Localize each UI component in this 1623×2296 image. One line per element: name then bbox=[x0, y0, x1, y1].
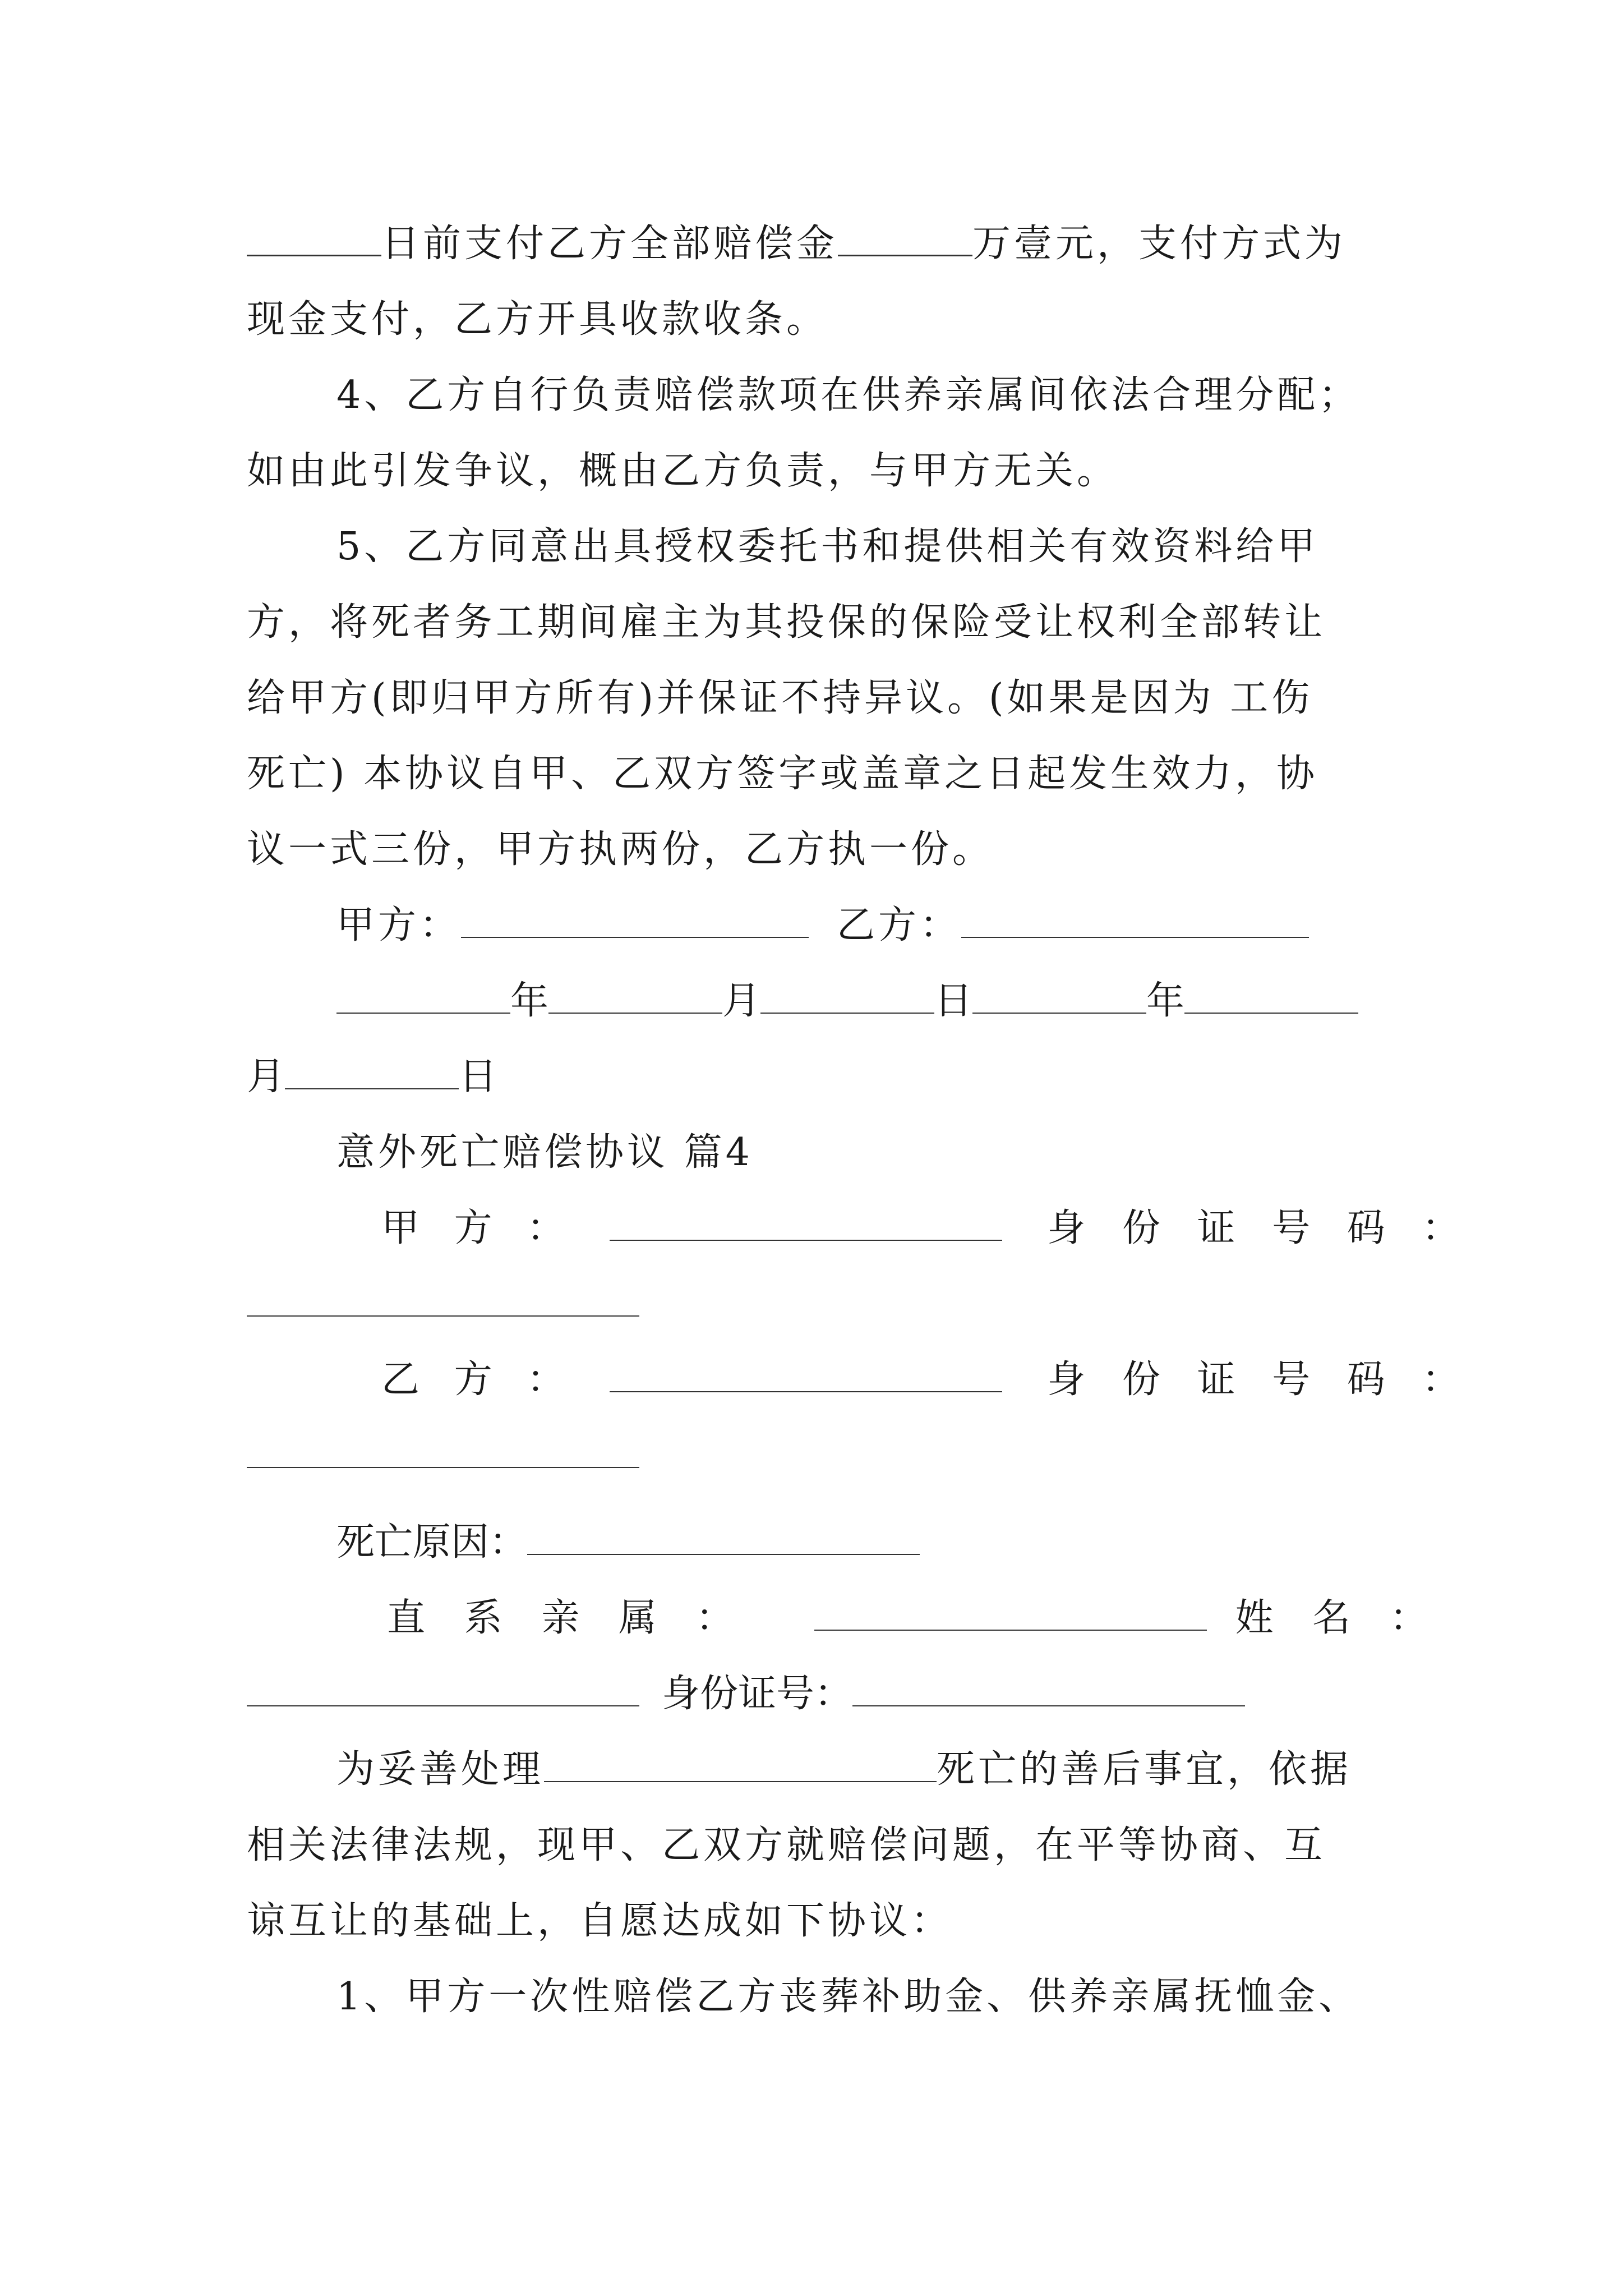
payment-line-2: 现金支付，乙方开具收款收条。 bbox=[247, 297, 828, 342]
blank-year-b bbox=[972, 978, 1146, 1014]
death-cause-label: 死亡原因： bbox=[336, 1520, 528, 1565]
item5-line-5: 议一式三份，甲方执两份，乙方执一份。 bbox=[247, 827, 994, 872]
party-b-sign-blank bbox=[961, 902, 1309, 938]
month-label: 月 bbox=[247, 1055, 285, 1099]
relative-label: 直 系 亲 属 ： bbox=[387, 1596, 748, 1640]
item1-line-1: 1、甲方一次性赔偿乙方丧葬补助金、供养亲属抚恤金、 bbox=[336, 1975, 1361, 2019]
text-segment: 万壹元，支付方式为 bbox=[972, 222, 1347, 266]
party-b-id-row bbox=[247, 1428, 1391, 1484]
party-a-label: 甲 方 ： bbox=[381, 1206, 577, 1250]
item4-line-2: 如由此引发争议，概由乙方负责，与甲方无关。 bbox=[247, 449, 1119, 493]
party-a-sign-blank bbox=[461, 902, 809, 938]
year-label: 年 bbox=[510, 979, 549, 1023]
death-cause-row bbox=[336, 1515, 1391, 1571]
intro-line-1 bbox=[336, 1742, 1391, 1798]
date-row-2 bbox=[247, 1049, 1391, 1105]
party-a-id-blank bbox=[247, 1281, 639, 1317]
party-b-row bbox=[381, 1352, 1473, 1408]
intro-line-2: 相关法律法规，现甲、乙双方就赔偿问题，在平等协商、互 bbox=[247, 1823, 1326, 1867]
payment-line-1 bbox=[247, 216, 1391, 272]
blank-month-a bbox=[548, 978, 722, 1014]
party-b-id-blank bbox=[247, 1432, 639, 1468]
blank-amount bbox=[838, 220, 972, 256]
item5-line-3: 给甲方(即归甲方所有)并保证不持异议。(如果是因为 工伤 bbox=[247, 676, 1313, 720]
text-segment: 日前支付乙方全部赔偿金 bbox=[381, 222, 838, 266]
month-label: 月 bbox=[722, 979, 761, 1023]
party-b-blank bbox=[610, 1356, 1002, 1392]
relative-row bbox=[387, 1590, 1441, 1646]
relative-id-blank bbox=[852, 1671, 1245, 1706]
day-label: 日 bbox=[459, 1055, 497, 1099]
party-a-blank bbox=[610, 1205, 1002, 1241]
item4-line-1: 4、乙方自行负责赔偿款项在供养亲属间依法合理分配； bbox=[336, 373, 1361, 417]
blank-day-a bbox=[760, 978, 934, 1014]
text-segment: 死亡的善后事宜，依据 bbox=[937, 1747, 1352, 1792]
year-label: 年 bbox=[1146, 979, 1185, 1023]
death-cause-blank bbox=[527, 1519, 920, 1555]
blank-month-b bbox=[1184, 978, 1358, 1014]
party-a-sign-label: 甲方： bbox=[336, 903, 462, 947]
name-blank bbox=[247, 1671, 639, 1706]
section-title: 意外死亡赔偿协议 篇4 bbox=[336, 1130, 753, 1175]
item5-line-2: 方，将死者务工期间雇主为其投保的保险受让权利全部转让 bbox=[247, 600, 1326, 645]
party-b-label: 乙 方 ： bbox=[381, 1358, 577, 1402]
party-a-id-row bbox=[247, 1276, 1391, 1332]
relative-id-row bbox=[247, 1666, 1391, 1722]
item5-line-4: 死亡) 本协议自甲、乙双方签字或盖章之日起发生效力，协 bbox=[247, 752, 1318, 796]
party-b-id-label: 身 份 证 号 码 ： bbox=[1047, 1358, 1473, 1402]
text-segment: 为妥善处理 bbox=[336, 1747, 545, 1792]
intro-line-3: 谅互让的基础上，自愿达成如下协议： bbox=[247, 1899, 953, 1943]
item5-line-1: 5、乙方同意出具授权委托书和提供相关有效资料给甲 bbox=[336, 524, 1319, 569]
day-label: 日 bbox=[934, 979, 973, 1023]
party-b-sign-label: 乙方： bbox=[837, 903, 962, 947]
signature-row bbox=[336, 898, 1391, 954]
date-row bbox=[336, 973, 1391, 1029]
party-a-id-label: 身 份 证 号 码 ： bbox=[1047, 1206, 1473, 1250]
relative-id-label: 身份证号： bbox=[662, 1672, 853, 1716]
blank-day-b bbox=[285, 1053, 459, 1089]
blank-year-a bbox=[336, 978, 510, 1014]
deceased-name-blank bbox=[544, 1746, 937, 1782]
name-label: 姓 名 ： bbox=[1235, 1596, 1441, 1640]
relative-blank bbox=[814, 1595, 1207, 1631]
party-a-row bbox=[381, 1200, 1473, 1257]
blank-date bbox=[247, 220, 381, 256]
